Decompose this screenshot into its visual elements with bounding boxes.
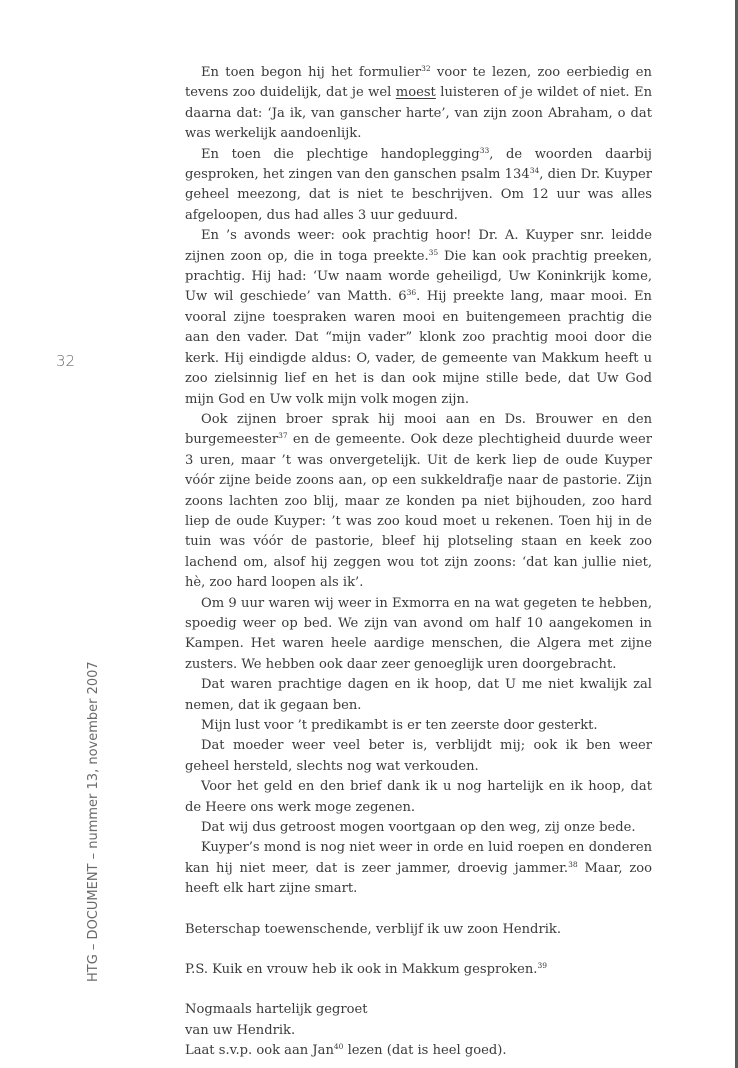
paragraph: En toen die plechtige handoplegging$^{33}$, de woorden daarbij gesproken, het zingen van den ganschen psalm $134^{34}$, dien Dr. Kuyper geheel meezong, dat is niet te beschrijven. Om 12 uur was alles afgeloopen, dus had alles 3 uur geduurd. bbox=[185, 145, 652, 223]
footnote-ref: 37 bbox=[278, 431, 288, 441]
paragraph: En toen begon hij het formulier$^{32}$ voor te lezen, zoo eerbiedig en tevens zoo duidelijk, dat je wel moest luisteren of je wildet of niet. En daarna dat: ‘Ja ik, van ganscher harte’, van zijn zoon Abraham, o dat was werkelijk aandoenlijk. bbox=[185, 64, 652, 142]
paragraph: Dat wij dus getroost mogen voortgaan op den weg, zij onze bede. bbox=[201, 820, 636, 836]
page-number: 32 bbox=[56, 352, 76, 370]
paragraph: Voor het geld en den brief dank ik u nog hartelijk en ik hoop, dat de Heere ons werk moge zegenen. bbox=[185, 779, 652, 815]
paragraph: Om 9 uur waren wij weer in Exmorra en na wat gegeten te hebben, spoedig weer op bed. We zijn van avond om half 10 aangekomen in Kampen. Het waren heele aardige menschen, die Algera met zijne zusters. We hebben ook daar zeer genoeglijk uren doorgebracht. bbox=[185, 595, 652, 672]
footnote-ref: 34 bbox=[529, 166, 540, 176]
paragraph: Dat waren prachtige dagen en ik hoop, dat U me niet kwalijk zal nemen, dat ik gegaan ben. bbox=[185, 677, 652, 713]
footnote-ref: 36 bbox=[406, 288, 417, 298]
footnote-ref: 35 bbox=[428, 247, 439, 257]
footnote-ref: 39 bbox=[537, 961, 547, 971]
letter-body bbox=[185, 63, 652, 1062]
paragraph: Dat moeder weer veel beter is, verblijdt mij; ook ik ben weer geheel hersteld, slechts nog wat verkouden. bbox=[185, 738, 652, 774]
footnote-ref: 33 bbox=[479, 145, 490, 155]
postscript: P.S. Kuik en vrouw heb ik ook in Makkum gesproken.$^{39}$ bbox=[185, 961, 547, 978]
paragraph: Ook zijnen broer sprak hij mooi aan en Ds. Brouwer en den burgemeester$^{37}$ en de gemeente. Ook deze plechtigheid duurde weer 3 uren, maar ’t was onvergetelijk. Uit de kerk liep de oude Kuyper vóór zijne beide zoons aan, op een sukkeldrafje naar de pastorie. Zijn zoons lachten zoo blij, maar ze konden pa niet bijhouden, zoo hard liep de oude Kuyper: ’t was zoo koud moet u rekenen. Toen hij in de tuin was vóór de pastorie, bleef hij plotseling staan en keek zoo lachend om, alsof hij zeggen wou tot zijn zoons: ‘dat kan jullie niet, hè, zoo hard loopen als ik’. bbox=[185, 411, 652, 591]
running-footer: HTG – DOCUMENT – nummer 13, november 2007 bbox=[86, 661, 101, 982]
emphasis: moest bbox=[395, 85, 436, 101]
paragraph: Mijn lust voor ’t predikambt is er ten zeerste door gesterkt. bbox=[201, 718, 598, 733]
footnote-ref: 40 bbox=[333, 1042, 344, 1052]
signature-line: van uw Hendrik. bbox=[185, 1022, 296, 1038]
final-note: Laat s.v.p. ook aan Jan$^{40}$ lezen (dat is heel goed). bbox=[185, 1042, 507, 1059]
greeting-line: Nogmaals hartelijk gegroet bbox=[185, 1002, 368, 1018]
closing-line: Beterschap toewenschende, verblijf ik uw zoon Hendrik. bbox=[185, 921, 561, 937]
footnote-ref: 32 bbox=[421, 64, 431, 73]
paragraph: Kuyper’s mond is nog niet weer in orde en luid roepen en donderen kan hij niet meer, dat is zeer jammer, droevig jammer.$^{38}$ Maar, zoo heeft elk hart zijne smart. bbox=[185, 840, 652, 897]
paragraph: En ’s avonds weer: ook prachtig hoor! Dr. A. Kuyper snr. leidde zijnen zoon op, die in toga preekte.$^{35}$ Die kan ook prachtig preeken, prachtig. Hij had: ‘Uw naam worde geheiligd, Uw Koninkrijk kome, Uw wil geschiede’ van Matth. $6^{36}$. Hij preekte lang, maar mooi. En vooral zijne toespraken waren mooi en buitengemeen prachtig die aan den vader. Dat “mijn vader” klonk zoo prachtig mooi door die kerk. Hij eindigde aldus: O, vader, de gemeente van Makkum heeft u zoo zielsinnig lief en het is dan ook mijne stille bede, dat Uw God mijn God en Uw volk mijn volk mogen zijn. bbox=[185, 228, 652, 407]
footnote-ref: 38 bbox=[568, 859, 578, 869]
